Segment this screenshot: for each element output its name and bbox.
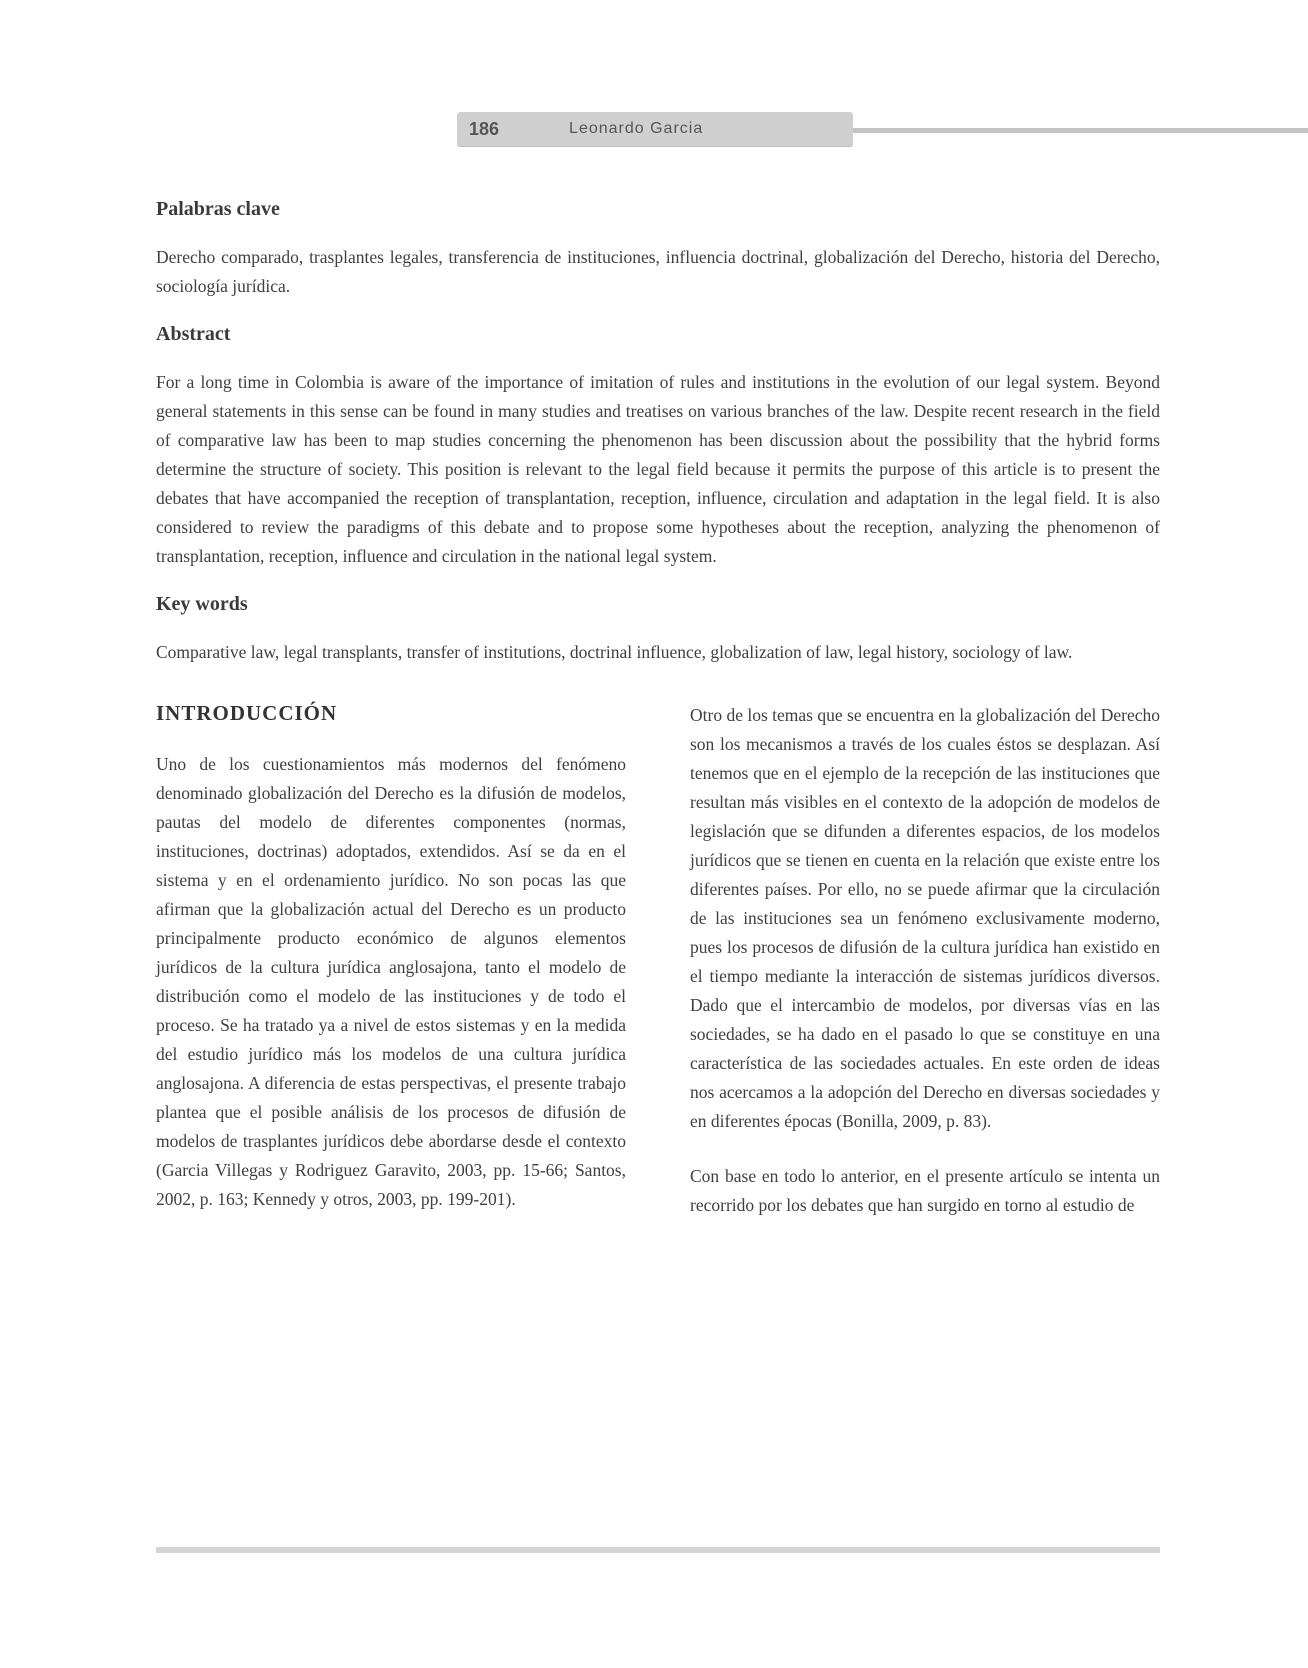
intro-right-paragraph: Otro de los temas que se encuentra en la globalización del Derecho son los mecanismos a través de los cuales éstos se desplazan. Así tenemos que en el ejemplo de la recepción de las instituciones que resultan más visibles en el contexto de la adopción de modelos de legislación que se difunden a diferentes espacios, de los modelos jurídicos que se tienen en cuenta en la relación que existe entre los diferentes países. Por ello, no se puede afirmar que la circulación de las instituciones sea un fenómeno exclusivamente moderno, pues los procesos de difusión de la cultura jurídica han existido en el tiempo mediante la interacción de sistemas jurídicos diversos. Dado que el intercambio de modelos, por diversas vías en las sociedades, se ha dado en el pasado lo que se constituye en una característica de las sociedades actuales. En este orden de ideas nos acercamos a la adopción del Derecho en diversas sociedades y en diferentes épocas (Bonilla, 2009, p. 83). [690, 705, 1160, 1131]
key-words-heading: Key words [156, 593, 248, 615]
article-body [156, 198, 1160, 1246]
palabras-clave-heading: Palabras clave [156, 198, 280, 220]
abstract-text: For a long time in Colombia is aware of the importance of imitation of rules and institutions in the evolution of our legal system. Beyond general statements in this sense can be found in many studies and treatises on various branches of the law. Despite recent research in the field of comparative law has been to map studies concerning the phenomenon has been discussion about the possibility that the hybrid forms determine the structure of society. This position is relevant to the legal field because it permits the purpose of this article is to present the debates that have accompanied the reception of transplantation, reception, influence, circulation and adaptation in the legal field. It is also considered to review the paradigms of this debate and to propose some hypotheses about the reception, analyzing the phenomenon of transplantation, reception, influence and circulation in the national legal system. [156, 372, 1160, 566]
running-header [457, 112, 853, 146]
abstract-heading: Abstract [156, 323, 231, 345]
key-words-text: Comparative law, legal transplants, transfer of institutions, doctrinal influence, globalization of law, legal history, sociology of law. [156, 642, 1073, 662]
page-number: 186 [469, 118, 500, 139]
right-column [690, 701, 1160, 1246]
two-column-body [156, 701, 1160, 1246]
footer-rule [156, 1547, 1160, 1553]
intro-left-paragraph: Uno de los cuestionamientos más modernos del fenómeno denominado globalización del Derecho es la difusión de modelos, pautas del modelo de diferentes componentes (normas, instituciones, doctrinas) adoptados, extendidos. Así se da en el sistema y en el ordenamiento jurídico. No son pocas las que afirman que la globalización actual del Derecho es un producto principalmente producto económico de algunos elementos jurídicos de la cultura jurídica anglosajona, tanto el modelo de distribución como el modelo de las instituciones y de todo el proceso. Se ha tratado ya a nivel de estos sistemas y en la medida del estudio jurídico más los modelos de una cultura jurídica anglosajona. A diferencia de estas perspectivas, el presente trabajo plantea que el posible análisis de los procesos de difusión de modelos de trasplantes jurídicos debe abordarse desde el contexto (Garcia Villegas y Rodriguez Garavito, 2003, pp. 15-66; Santos, 2002, p. 163; Kennedy y otros, 2003, pp. 199-201). [156, 754, 626, 1209]
introduccion-heading: INTRODUCCIÓN [156, 701, 338, 725]
palabras-clave-text: Derecho comparado, trasplantes legales, transferencia de instituciones, influencia doctrinal, globalización del Derecho, historia del Derecho, sociología jurídica. [156, 247, 1160, 296]
header-rule [853, 128, 1308, 133]
running-title: Leonardo Garcia [569, 120, 704, 137]
left-column [156, 701, 626, 1246]
intro-right-paragraph: Con base en todo lo anterior, en el presente artículo se intenta un recorrido por los debates que han surgido en torno al estudio de [690, 1166, 1160, 1215]
